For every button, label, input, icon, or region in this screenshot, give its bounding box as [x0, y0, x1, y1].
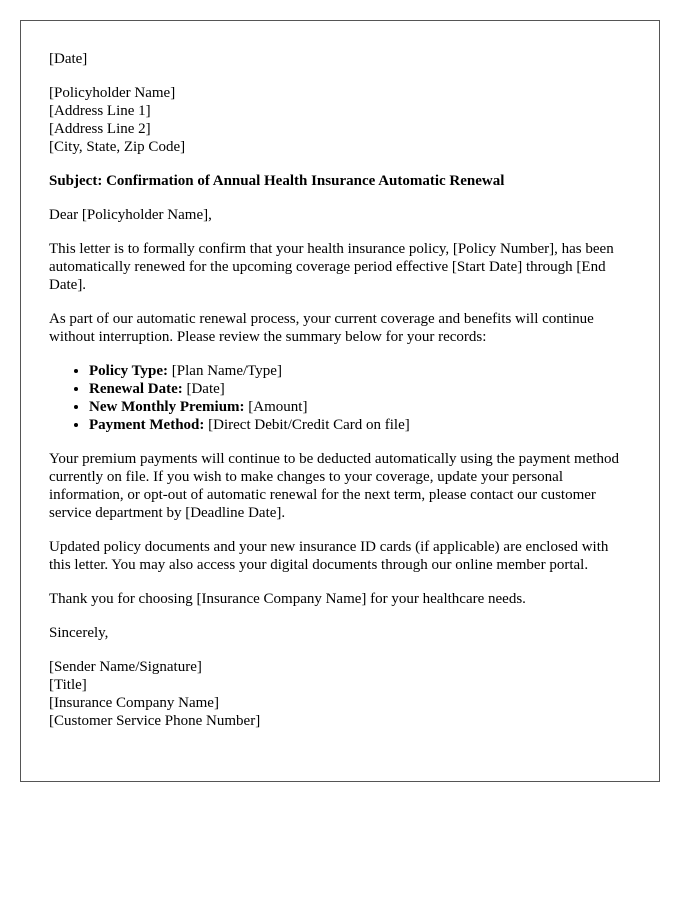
letter-subject: Subject: Confirmation of Annual Health Insurance Automatic Renewal [49, 173, 505, 189]
paragraph-documents-enclosed: Updated policy documents and your new insurance ID cards (if applicable) are enclosed with this letter. You may also access your digital documents through our online member portal. [49, 539, 609, 573]
letter-page [20, 20, 660, 782]
summary-value: [Plan Name/Type] [168, 363, 282, 379]
summary-item-monthly-premium [89, 398, 631, 416]
recipient-address-line-2: [Address Line 2] [49, 121, 151, 137]
summary-item-renewal-date [89, 380, 631, 398]
signature-block [49, 658, 631, 730]
summary-item-policy-type [89, 362, 631, 380]
sender-title: [Title] [49, 677, 87, 693]
recipient-name: [Policyholder Name] [49, 85, 176, 101]
letter-closing: Sincerely, [49, 625, 109, 641]
recipient-address-line-1: [Address Line 1] [49, 103, 151, 119]
policy-summary-list [49, 362, 631, 434]
sender-phone: [Customer Service Phone Number] [49, 713, 261, 729]
summary-label: Renewal Date: [89, 381, 183, 397]
letter-greeting: Dear [Policyholder Name], [49, 207, 212, 223]
paragraph-thank-you: Thank you for choosing [Insurance Company Name] for your healthcare needs. [49, 591, 526, 607]
summary-value: [Direct Debit/Credit Card on file] [204, 417, 410, 433]
summary-value: [Date] [182, 381, 225, 397]
paragraph-renewal-confirmation: This letter is to formally confirm that your health insurance policy, [Policy Number], has been automatically renewed for the upcoming coverage period effective [Start Date] through [End Date]. [49, 241, 614, 293]
recipient-city-state-zip: [City, State, Zip Code] [49, 139, 186, 155]
summary-label: Policy Type: [89, 363, 169, 379]
sender-company: [Insurance Company Name] [49, 695, 219, 711]
summary-item-payment-method [89, 416, 631, 434]
summary-label: Payment Method: [89, 417, 205, 433]
paragraph-renewal-process: As part of our automatic renewal process, your current coverage and benefits will continue without interruption. Please review the summary below for your records: [49, 311, 594, 345]
recipient-address [49, 84, 631, 156]
summary-label: New Monthly Premium: [89, 399, 245, 415]
sender-name: [Sender Name/Signature] [49, 659, 202, 675]
summary-value: [Amount] [244, 399, 308, 415]
letter-date: [Date] [49, 51, 88, 67]
paragraph-payment-changes: Your premium payments will continue to be deducted automatically using the payment method currently on file. If you wish to make changes to your coverage, update your personal information, or opt-out of automatic renewal for the next term, please contact our customer service department by [Deadline Date]. [49, 451, 620, 521]
